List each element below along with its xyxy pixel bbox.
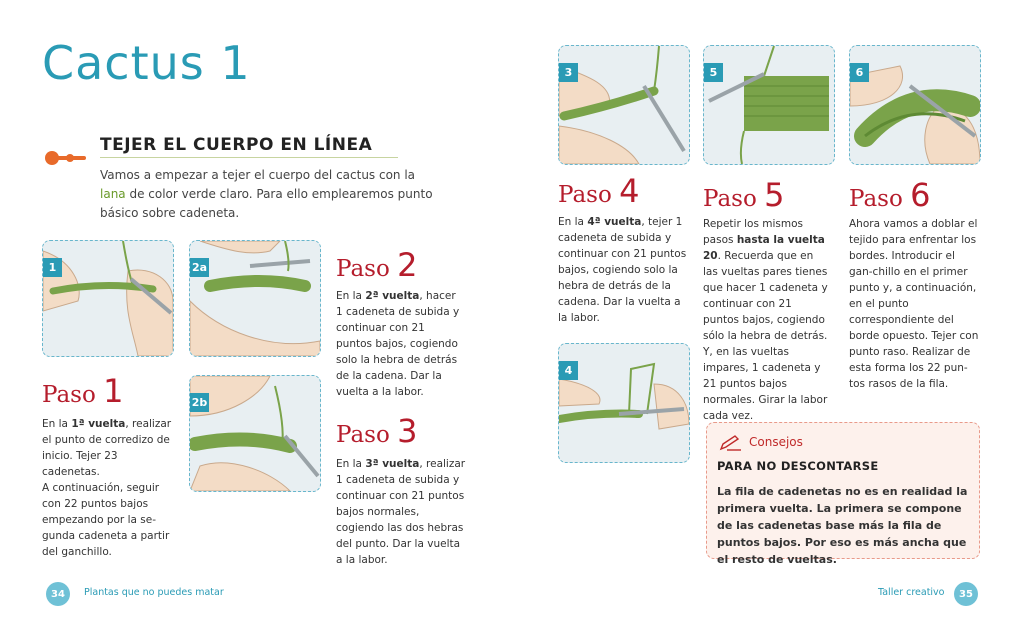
intro-text: Vamos a empezar a tejer el cuerpo del cactus con la lana de color verde claro. Para ello emplearemos punto básico sobre cadeneta.: [100, 168, 433, 220]
hands-crochet-image: [190, 241, 320, 356]
intro-highlight: lana: [100, 187, 126, 201]
crochet-hook-icon: [42, 147, 92, 169]
section-heading: TEJER EL CUERPO EN LÍNEA: [100, 135, 373, 155]
photo-badge: 4: [559, 361, 578, 380]
section-divider: [100, 157, 398, 158]
pencil-note-icon: [719, 435, 743, 451]
photo-step-1: [42, 240, 174, 357]
step-1-title: Paso 1: [42, 372, 124, 410]
photo-badge: 6: [850, 63, 869, 82]
photo-badge: 2a: [190, 258, 209, 277]
knitted-fabric-image: [704, 46, 834, 164]
hands-crochet-image: [190, 376, 320, 491]
step-2-title: Paso 2: [336, 246, 418, 284]
photo-step-6: [849, 45, 981, 165]
step-2-text: En la 2ª vuelta, hacer 1 cadeneta de subida y continuar con 21 puntos bajos, cogiendo solo la hebra de detrás de la cadena. Dar la vuelta a la labor.: [336, 290, 460, 398]
photo-step-3: [558, 45, 690, 165]
photo-badge: 1: [43, 258, 62, 277]
hands-crochet-image: [559, 344, 689, 462]
tip-text: La fila de cadenetas no es en realidad la primera vuelta. La primera se compone de las cadenetas base más la fila de puntos bajos. Por eso es más ancha que el resto de vueltas.: [717, 485, 968, 566]
step-3-text: En la 3ª vuelta, realizar 1 cadeneta de subida y continuar con 21 puntos bajos normales, cogiendo las dos hebras del punto. Dar la vuelta a la labor.: [336, 458, 466, 566]
photo-badge: 2b: [190, 393, 209, 412]
step-3-title: Paso 3: [336, 412, 418, 450]
step-5-title: Paso 5: [703, 176, 785, 214]
page-number-right: 35: [954, 582, 978, 606]
page-title: Cactus 1: [42, 36, 251, 90]
hands-crochet-image: [559, 46, 689, 164]
tip-heading: PARA NO DESCONTARSE: [717, 459, 879, 473]
step-6-text: Ahora vamos a doblar el tejido para enfrentar los bordes. Introducir el gan-chillo en el primer punto y, a continuación, en el punto correspondiente del borde opuesto. Tejer con punto raso. Realizar de esta forma los 22 pun-tos rasos de la fila.: [849, 218, 979, 390]
page-number-left: 34: [46, 582, 70, 606]
hands-crochet-image: [43, 241, 173, 356]
step-6-title: Paso 6: [849, 176, 931, 214]
step-4-title: Paso 4: [558, 172, 640, 210]
photo-step-5: [703, 45, 835, 165]
footer-book-title: Plantas que no puedes matar: [84, 587, 224, 598]
photo-badge: 3: [559, 63, 578, 82]
tip-label: Consejos: [749, 435, 803, 449]
hands-folding-fabric-image: [850, 46, 980, 164]
photo-step-4: [558, 343, 690, 463]
photo-badge: 5: [704, 63, 723, 82]
step-4-text: En la 4ª vuelta, tejer 1 cadeneta de subida y continuar con 21 puntos bajos, cogiendo solo la hebra de detrás de la cadena. Dar la vuelta a la labor.: [558, 216, 687, 324]
step-5-text: Repetir los mismos pasos hasta la vuelta 20. Recuerda que en las vueltas pares tienes que hacer 1 cadeneta y continuar con 21 puntos bajos, cogiendo sólo la hebra de detrás. Y, en las vueltas impares, 1 cadeneta y 21 puntos bajos normales. Girar la labor cada vez.: [703, 218, 828, 422]
tip-box: [706, 422, 980, 566]
footer-series-title: Taller creativo: [878, 587, 945, 598]
photo-step-2b: [189, 375, 321, 492]
photo-step-2a: [189, 240, 321, 357]
step-1-text: En la 1ª vuelta, realizar el punto de corredizo de inicio. Tejer 23 cadenetas. A continuación, seguir con 22 puntos bajos empezando por la se-gunda cadeneta a partir del ganchillo.: [42, 418, 172, 558]
